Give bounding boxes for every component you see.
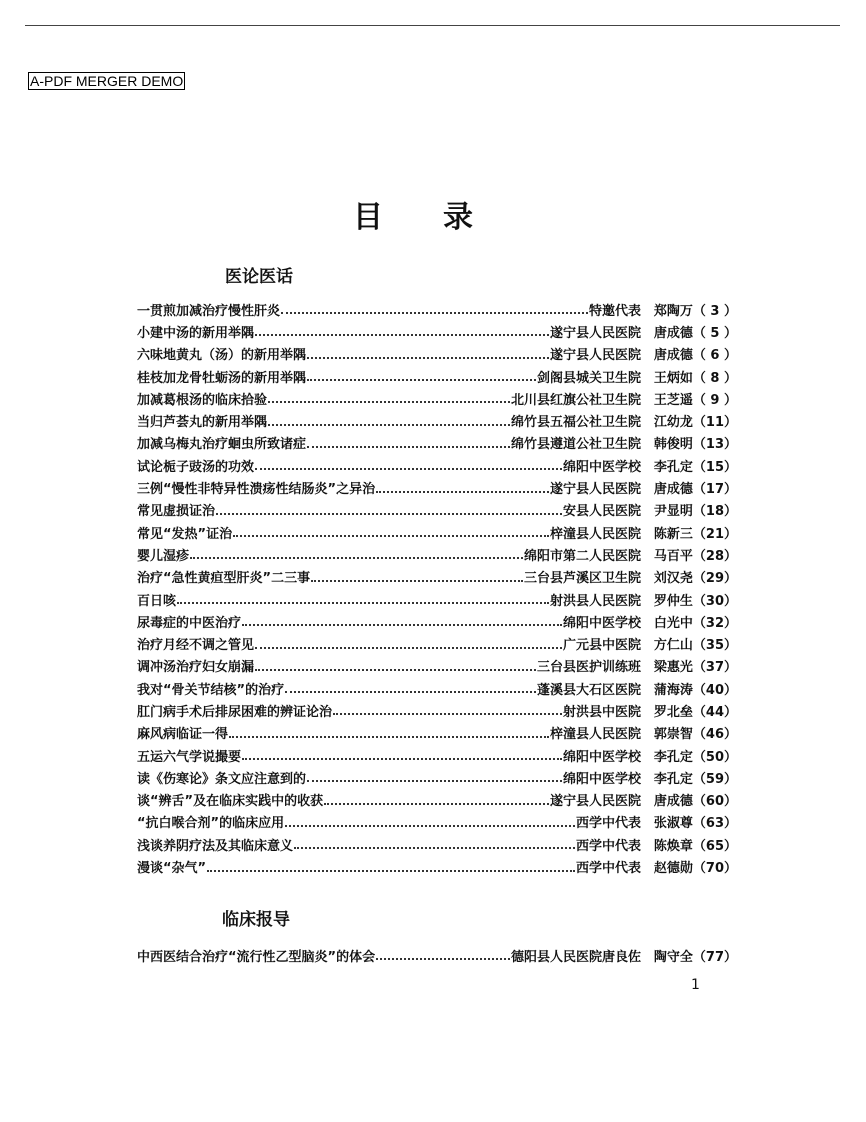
toc-entry[interactable]: [137, 944, 737, 966]
entry-author-page: 马百平（28）: [653, 548, 737, 564]
entry-institution: 绵竹县遵道公社卫生院: [510, 437, 641, 453]
entry-author-page: 王炳如（ 8 ）: [653, 370, 737, 386]
dot-leader: [229, 736, 549, 738]
entry-title: 调冲汤治疗妇女崩漏: [137, 660, 255, 676]
entry-institution: 绵阳中医学校: [562, 615, 641, 631]
entry-author-page: 陈焕章（65）: [653, 838, 737, 854]
dot-leader: [242, 624, 562, 626]
toc-entry[interactable]: [137, 543, 737, 565]
dot-leader: [177, 602, 549, 604]
entry-title: 试论栀子豉汤的功效: [137, 459, 255, 475]
toc-entry[interactable]: [137, 499, 737, 521]
dot-leader: [376, 491, 549, 493]
entry-title: 加减乌梅丸治疗蛔虫所致诸症: [137, 437, 307, 453]
toc-list: [137, 298, 737, 878]
entry-author-page: 唐成德（ 6 ）: [653, 348, 737, 364]
entry-institution: 西学中代表: [575, 816, 641, 832]
dot-leader: [268, 424, 510, 426]
toc-entry[interactable]: [137, 566, 737, 588]
dot-leader: [333, 713, 562, 715]
entry-institution: 剑阁县城关卫生院: [536, 370, 641, 386]
entry-title: 五运六气学说撮要: [137, 749, 242, 765]
entry-institution: 三台县医护训练班: [536, 660, 641, 676]
toc-entry[interactable]: [137, 655, 737, 677]
entry-author-page: 陈新三（21）: [653, 526, 737, 542]
toc-entry[interactable]: [137, 454, 737, 476]
entry-title: 治疗“急性黄疸型肝炎”二三事: [137, 571, 311, 587]
dot-leader: [233, 535, 549, 537]
entry-author-page: 韩俊明（13）: [653, 437, 737, 453]
entry-author-page: 蒲海涛（40）: [653, 682, 737, 698]
page-title: 目录: [353, 200, 533, 235]
entry-institution: 遂宁县人民医院: [549, 482, 641, 498]
entry-institution: 三台县芦溪区卫生院: [523, 571, 641, 587]
entry-institution: 绵阳中医学校: [562, 749, 641, 765]
toc-entry[interactable]: [137, 298, 737, 320]
entry-institution: 梓潼县人民医院: [549, 727, 641, 743]
section-heading: 临床报导: [222, 910, 290, 930]
entry-title: 一贯煎加减治疗慢性肝炎: [137, 303, 281, 319]
entry-title: 常见“发热”证治: [137, 526, 233, 542]
toc-entry[interactable]: [137, 855, 737, 877]
entry-institution: 西学中代表: [575, 838, 641, 854]
dot-leader: [255, 334, 549, 336]
entry-author-page: 梁惠光（37）: [653, 660, 737, 676]
section-heading: 医论医话: [225, 267, 293, 287]
entry-institution: 绵阳市第二人民医院: [523, 548, 641, 564]
toc-entry[interactable]: [137, 610, 737, 632]
entry-author-page: 方仁山（35）: [653, 638, 737, 654]
entry-author-page: 唐成德（60）: [653, 794, 737, 810]
entry-author-page: 白光中（32）: [653, 615, 737, 631]
dot-leader: [294, 847, 575, 849]
entry-author-page: 张淑尊（63）: [653, 816, 737, 832]
entry-institution: 德阳县人民医院唐良佐: [510, 949, 641, 965]
dot-leader: [307, 357, 549, 359]
entry-institution: 绵阳中医学校: [562, 459, 641, 475]
entry-author-page: 李孔定（15）: [653, 459, 737, 475]
entry-title: 我对“骨关节结核”的治疗: [137, 682, 285, 698]
dot-leader: [255, 468, 562, 470]
entry-institution: 广元县中医院: [562, 638, 641, 654]
toc-entry[interactable]: [137, 588, 737, 610]
entry-author-page: 李孔定（50）: [653, 749, 737, 765]
entry-institution: 遂宁县人民医院: [549, 794, 641, 810]
page-number: 1: [691, 977, 700, 993]
entry-title: 加减葛根汤的临床拾验: [137, 392, 268, 408]
watermark-label: A-PDF MERGER DEMO: [30, 73, 184, 89]
dot-leader: [307, 379, 536, 381]
entry-title: 百日咳: [137, 593, 177, 609]
toc-entry[interactable]: [137, 387, 737, 409]
entry-institution: 蓬溪县大石区医院: [536, 682, 641, 698]
entry-institution: 安县人民医院: [562, 504, 641, 520]
entry-author-page: 罗北垒（44）: [653, 704, 737, 720]
toc-entry[interactable]: [137, 365, 737, 387]
dot-leader: [307, 446, 510, 448]
entry-institution: 西学中代表: [575, 861, 641, 877]
entry-institution: 绵竹县五福公社卫生院: [510, 415, 641, 431]
toc-entry[interactable]: [137, 343, 737, 365]
entry-author-page: 刘汉尧（29）: [653, 571, 737, 587]
entry-institution: 梓潼县人民医院: [549, 526, 641, 542]
entry-title: 婴儿湿疹: [137, 548, 190, 564]
toc-list: [137, 944, 737, 966]
dot-leader: [281, 312, 588, 314]
entry-title: 当归芦荟丸的新用举隅: [137, 415, 268, 431]
entry-institution: 绵阳中医学校: [562, 771, 641, 787]
entry-author-page: 唐成德（17）: [653, 482, 737, 498]
toc-entry[interactable]: [137, 476, 737, 498]
toc-entry[interactable]: [137, 833, 737, 855]
dot-leader: [324, 803, 549, 805]
entry-institution: 射洪县中医院: [562, 704, 641, 720]
dot-leader: [376, 958, 510, 960]
dot-leader: [285, 691, 536, 693]
toc-entry[interactable]: [137, 320, 737, 342]
entry-institution: 北川县红旗公社卫生院: [510, 392, 641, 408]
toc-entry[interactable]: [137, 677, 737, 699]
dot-leader: [242, 758, 562, 760]
entry-title: 尿毒症的中医治疗: [137, 615, 242, 631]
entry-author-page: 郭崇智（46）: [653, 727, 737, 743]
toc-entry[interactable]: [137, 766, 737, 788]
entry-institution: 射洪县人民医院: [549, 593, 641, 609]
toc-entry[interactable]: [137, 432, 737, 454]
top-rule: [25, 25, 840, 26]
entry-title: 谈“辨舌”及在临床实践中的收获: [137, 794, 324, 810]
entry-title: 治疗月经不调之管见: [137, 638, 255, 654]
entry-author-page: 江幼龙（11）: [653, 415, 737, 431]
entry-author-page: 赵德勋（70）: [653, 861, 737, 877]
dot-leader: [268, 401, 510, 403]
entry-author-page: 王芝遥（ 9 ）: [653, 392, 737, 408]
dot-leader: [216, 513, 562, 515]
dot-leader: [285, 825, 575, 827]
entry-author-page: 郑陶万（ 3 ）: [653, 303, 737, 319]
toc-entry[interactable]: [137, 811, 737, 833]
entry-title: 漫谈“杂气”: [137, 861, 207, 877]
entry-title: 三例“慢性非特异性溃疡性结肠炎”之异治: [137, 482, 376, 498]
entry-title: 小建中汤的新用举隅: [137, 325, 255, 341]
entry-author-page: 陶守全（77）: [653, 949, 737, 965]
entry-title: 常见虚损证治: [137, 504, 216, 520]
toc-entry[interactable]: [137, 722, 737, 744]
entry-title: 读《伤寒论》条文应注意到的: [137, 771, 307, 787]
toc-entry[interactable]: [137, 789, 737, 811]
toc-entry[interactable]: [137, 632, 737, 654]
entry-author-page: 李孔定（59）: [653, 771, 737, 787]
dot-leader: [190, 557, 523, 559]
dot-leader: [255, 647, 562, 649]
entry-title: “抗白喉合剂”的临床应用: [137, 816, 285, 832]
entry-author-page: 尹显明（18）: [653, 504, 737, 520]
entry-author-page: 唐成德（ 5 ）: [653, 325, 737, 341]
entry-institution: 特邀代表: [588, 303, 641, 319]
entry-title: 桂枝加龙骨牡蛎汤的新用举隅: [137, 370, 307, 386]
dot-leader: [307, 780, 562, 782]
entry-title: 浅谈养阴疗法及其临床意义: [137, 838, 294, 854]
entry-institution: 遂宁县人民医院: [549, 325, 641, 341]
entry-title: 麻风病临证一得: [137, 727, 229, 743]
toc-entry[interactable]: [137, 521, 737, 543]
dot-leader: [255, 669, 536, 671]
dot-leader: [207, 870, 575, 872]
entry-author-page: 罗仲生（30）: [653, 593, 737, 609]
entry-title: 肛门病手术后排尿困难的辨证论治: [137, 704, 333, 720]
toc-entry[interactable]: [137, 744, 737, 766]
entry-title: 六味地黄丸（汤）的新用举隅: [137, 348, 307, 364]
entry-title: 中西医结合治疗“流行性乙型脑炎”的体会: [137, 949, 376, 965]
toc-entry[interactable]: [137, 409, 737, 431]
toc-entry[interactable]: [137, 699, 737, 721]
dot-leader: [311, 580, 523, 582]
entry-institution: 遂宁县人民医院: [549, 348, 641, 364]
